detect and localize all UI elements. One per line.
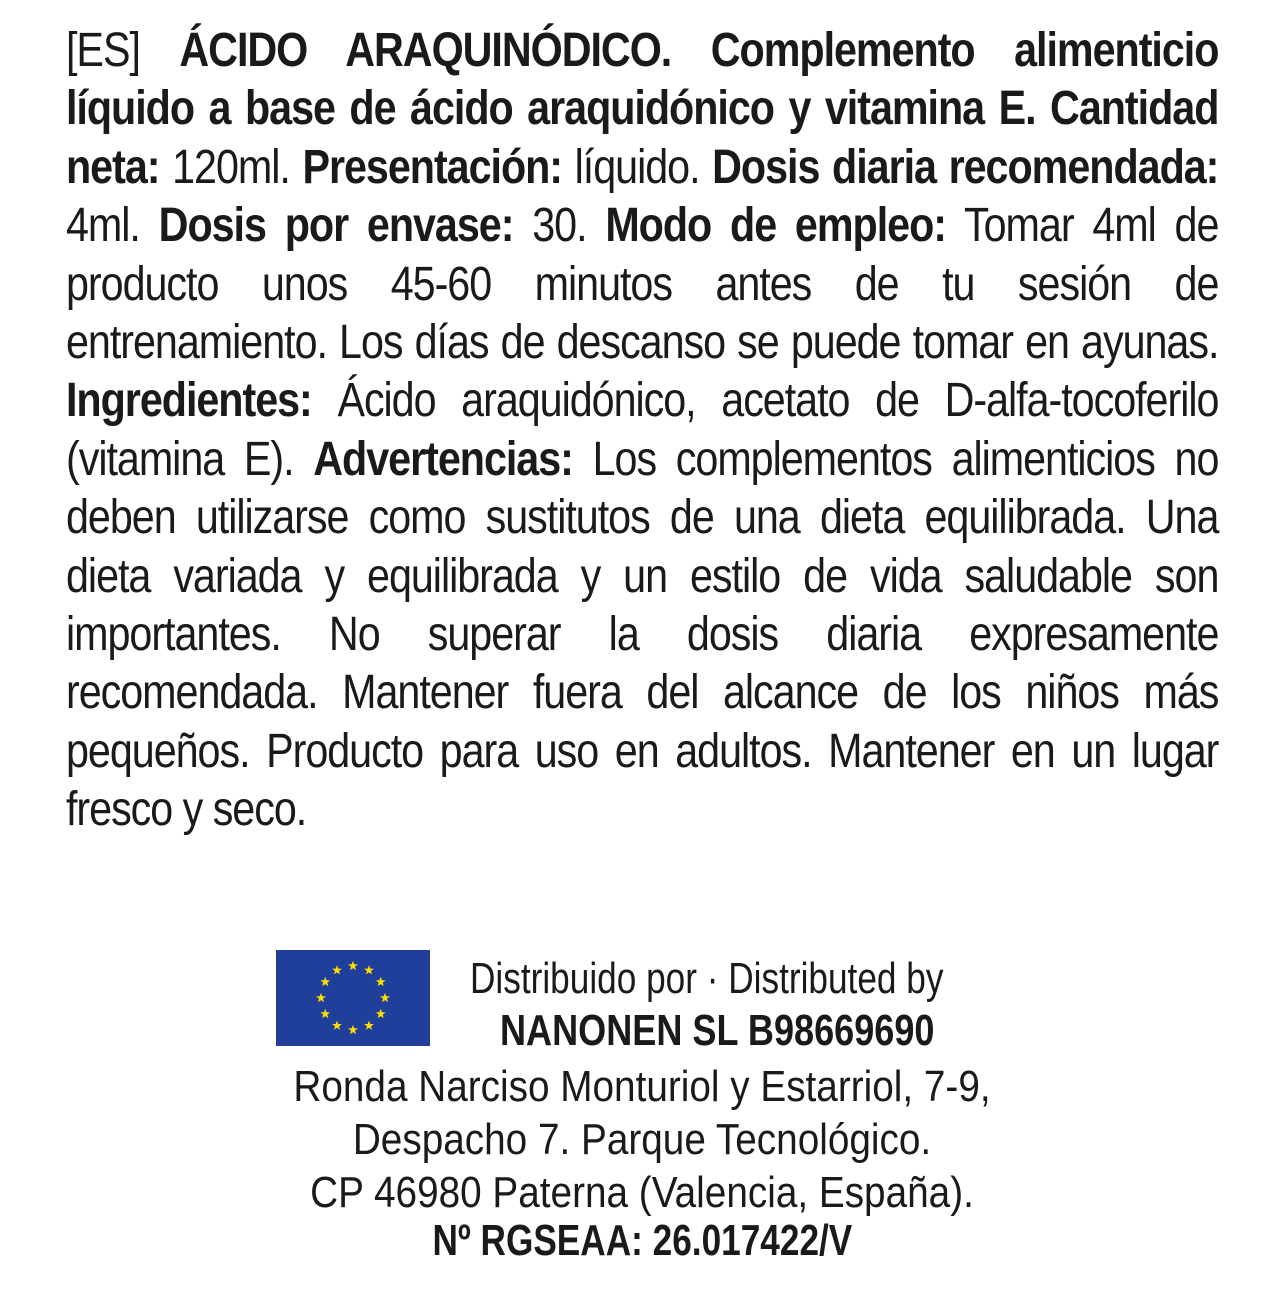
net-quantity-label: Cantidad neta:: [66, 82, 1219, 194]
ingredients-value: Ácido araquidónico, acetato de D-alfa-tocoferilo (vitamina E).: [66, 374, 1219, 486]
star-icon: [332, 1021, 342, 1030]
star-icon: [348, 961, 358, 970]
net-quantity-value: 120ml.: [172, 140, 290, 194]
company-address: [0, 1060, 1284, 1219]
star-icon: [364, 965, 374, 974]
doses-per-pack-label: Dosis por envase:: [158, 199, 514, 253]
language-tag: [ES]: [66, 24, 140, 77]
address-line: Despacho 7. Parque Tecnológico.: [352, 1115, 932, 1164]
eu-stars-icon: [276, 950, 430, 1046]
ingredients-label: Ingredientes:: [66, 374, 312, 428]
doses-per-pack-value: 30.: [532, 199, 587, 253]
label-text-block: [66, 22, 1218, 840]
eu-flag-icon: [276, 950, 430, 1046]
warnings-value: Los complementos alimenticios no deben utilizarse como sustitutos de una dieta equilibrada. Una dieta variada y equilibrada y un estilo de vida saludable son importantes. No superar la dosis diaria expresamente recomendada. Mantener fuera del alcance de los niños más pequeños. Producto para uso en adultos. Mantener en un lugar fresco y seco.: [66, 432, 1219, 837]
daily-dose-label: Dosis diaria recomendada:: [712, 140, 1219, 194]
star-icon: [364, 1021, 374, 1030]
product-subtitle: Complemento alimenticio líquido a base de ácido araquidónico y vitamina E.: [66, 24, 1219, 136]
company-name: NANONEN SL B98669690: [500, 1006, 935, 1055]
distributed-by-text: Distribuido por · Distributed by: [470, 954, 944, 1003]
daily-dose-value: 4ml.: [66, 199, 140, 253]
star-icon: [376, 977, 386, 986]
star-icon: [316, 993, 326, 1002]
presentation-label: Presentación:: [302, 140, 563, 194]
distributor-footer: [0, 940, 1284, 1280]
warnings-label: Advertencias:: [313, 432, 573, 486]
product-title: ÁCIDO ARAQUINÓDICO.: [179, 24, 672, 77]
address-line: Ronda Narciso Monturiol y Estarriol, 7-9,: [293, 1062, 991, 1111]
presentation-value: líquido.: [574, 140, 700, 194]
star-icon: [376, 1009, 386, 1018]
star-icon: [320, 1009, 330, 1018]
registry-number-text: Nº RGSEAA: 26.017422/V: [432, 1216, 852, 1265]
address-line: CP 46980 Paterna (Valencia, España).: [310, 1168, 974, 1217]
star-icon: [320, 977, 330, 986]
star-icon: [348, 1025, 358, 1034]
usage-value: Tomar 4ml de producto unos 45-60 minutos antes de tu sesión de entrenamiento. Los días de descanso se puede tomar en ayunas.: [66, 199, 1219, 370]
registry-number: [0, 1216, 1284, 1266]
star-icon: [380, 993, 390, 1002]
usage-label: Modo de empleo:: [605, 199, 946, 253]
star-icon: [332, 965, 342, 974]
